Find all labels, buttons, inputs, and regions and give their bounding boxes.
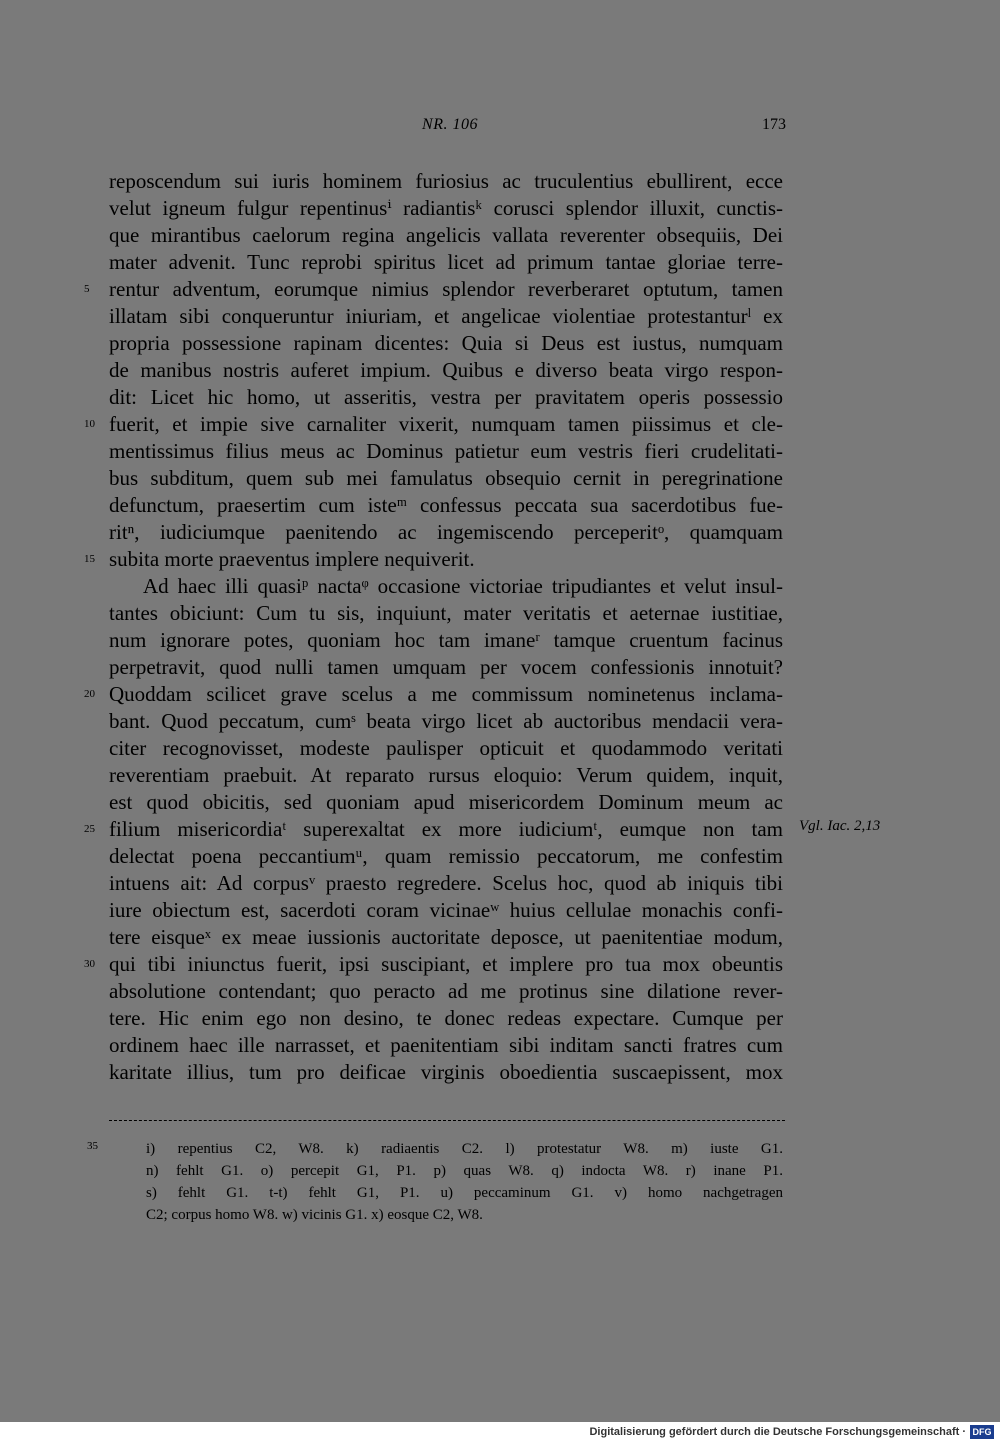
text-line: dit: Licet hic homo, ut asseritis, vestra per pravitatem operis possessio: [109, 385, 783, 409]
line-number: 20: [84, 688, 95, 700]
text-line: qui tibi iniunctus fuerit, ipsi suscipiant, et implere pro tua mox obeuntis: [109, 952, 783, 976]
text-line: bus subditum, quem sub mei famulatus obsequio cernit in peregrinatione: [109, 466, 783, 490]
text-line: tere. Hic enim ego non desino, te donec redeas expectare. Cumque per: [109, 1006, 783, 1030]
text-line: defunctum, praesertim cum isteᵐ confessus peccata sua sacerdotibus fue-: [109, 493, 783, 517]
footnote-line: n) fehlt G1. o) percepit G1, P1. p) quas W8. q) indocta W8. r) inane P1.: [146, 1163, 783, 1179]
page-number: 173: [762, 116, 786, 133]
line-number: 15: [84, 553, 95, 565]
footnote-rule: [109, 1120, 785, 1121]
text-line: karitate illius, tum pro deificae virginis oboedientia suscaepissent, mox: [109, 1060, 783, 1084]
line-number: 25: [84, 823, 95, 835]
text-line: illatam sibi conqueruntur iniuriam, et angelicae violentiae protestanturˡ ex: [109, 304, 783, 328]
text-line: mater advenit. Tunc reprobi spiritus licet ad primum tantae gloriae terre-: [109, 250, 783, 274]
footnote-line: C2; corpus homo W8. w) vicinis G1. x) eosque C2, W8.: [146, 1207, 483, 1223]
text-line: reverentiam praebuit. At reparato rursus eloquio: Verum quidem, inquit,: [109, 763, 783, 787]
text-line: delectat poena peccantiumᵘ, quam remissio peccatorum, me confestim: [109, 844, 783, 868]
dfg-logo: DFG: [970, 1425, 994, 1439]
text-line: reposcendum sui iuris hominem furiosius ac truculentius ebullirent, ecce: [109, 169, 783, 193]
line-number: 5: [84, 283, 90, 295]
text-line: Ad haec illi quasiᵖ nactaᵠ occasione victoriae tripudiantes et velut insul-: [143, 574, 783, 598]
page-title: NR. 106: [422, 116, 478, 133]
text-line: absolutione contendant; quo peracto ad me protinus sine dilatione rever-: [109, 979, 783, 1003]
text-line: citer recognovisset, modeste paulisper opticuit et quodammodo veritati: [109, 736, 783, 760]
funding-notice: Digitalisierung gefördert durch die Deutsche Forschungsgemeinschaft ·: [589, 1426, 966, 1438]
text-line: propria possessione rapinam dicentes: Quia si Deus est iustus, numquam: [109, 331, 783, 355]
line-number: 10: [84, 418, 95, 430]
text-line: intuens ait: Ad corpusᵛ praesto regredere. Scelus hoc, quod ab iniquis tibi: [109, 871, 783, 895]
footnote-line-number: 35: [87, 1140, 98, 1152]
text-line: perpetravit, quod nulli tamen umquam per vocem confessionis innotuit?: [109, 655, 783, 679]
text-line: ordinem haec ille narrasset, et paenitentiam sibi inditam sancti fratres cum: [109, 1033, 783, 1057]
line-number: 30: [84, 958, 95, 970]
footer-bar: [0, 1422, 1000, 1444]
text-line: que mirantibus caelorum regina angelicis vallata reverenter obsequiis, Dei: [109, 223, 783, 247]
text-line: filium misericordiaᵗ superexaltat ex more iudiciumᵗ, eumque non tam: [109, 817, 783, 841]
footnote-line: s) fehlt G1. t-t) fehlt G1, P1. u) peccaminum G1. v) homo nachgetragen: [146, 1185, 783, 1201]
text-line: tere eisqueˣ ex meae iussionis auctoritate deposce, ut paenitentiae modum,: [109, 925, 783, 949]
text-line: num ignorare potes, quoniam hoc tam imaneʳ tamque cruentum facinus: [109, 628, 783, 652]
text-line: tantes obiciunt: Cum tu sis, inquiunt, mater veritatis et aeternae iustitiae,: [109, 601, 783, 625]
text-line: mentissimus filius meus ac Dominus patietur eum vestris fieri crudelitati-: [109, 439, 783, 463]
margin-note: Vgl. Iac. 2,13: [799, 818, 881, 834]
text-line: iure obiectum est, sacerdoti coram vicinaeʷ huius cellulae monachis confi-: [109, 898, 783, 922]
text-line: est quod obicitis, sed quoniam apud misericordem Dominum meum ac: [109, 790, 783, 814]
text-line: velut igneum fulgur repentinusⁱ radiantisᵏ corusci splendor illuxit, cunctis-: [109, 196, 783, 220]
footnote-line: i) repentius C2, W8. k) radiaentis C2. l) protestatur W8. m) iuste G1.: [146, 1141, 783, 1157]
text-line: rentur adventum, eorumque nimius splendor reverberaret optutum, tamen: [109, 277, 783, 301]
text-line: subita morte praeventus implere nequiverit.: [109, 547, 475, 571]
text-line: fuerit, et impie sive carnaliter vixerit, numquam tamen piissimus et cle-: [109, 412, 783, 436]
text-line: ritⁿ, iudiciumque paenitendo ac ingemiscendo perceperitᵒ, quamquam: [109, 520, 783, 544]
text-line: Quoddam scilicet grave scelus a me commissum nominetenus inclama-: [109, 682, 783, 706]
text-line: de manibus nostris auferet impium. Quibus e diverso beata virgo respon-: [109, 358, 783, 382]
text-line: bant. Quod peccatum, cumˢ beata virgo licet ab auctoribus mendacii vera-: [109, 709, 783, 733]
